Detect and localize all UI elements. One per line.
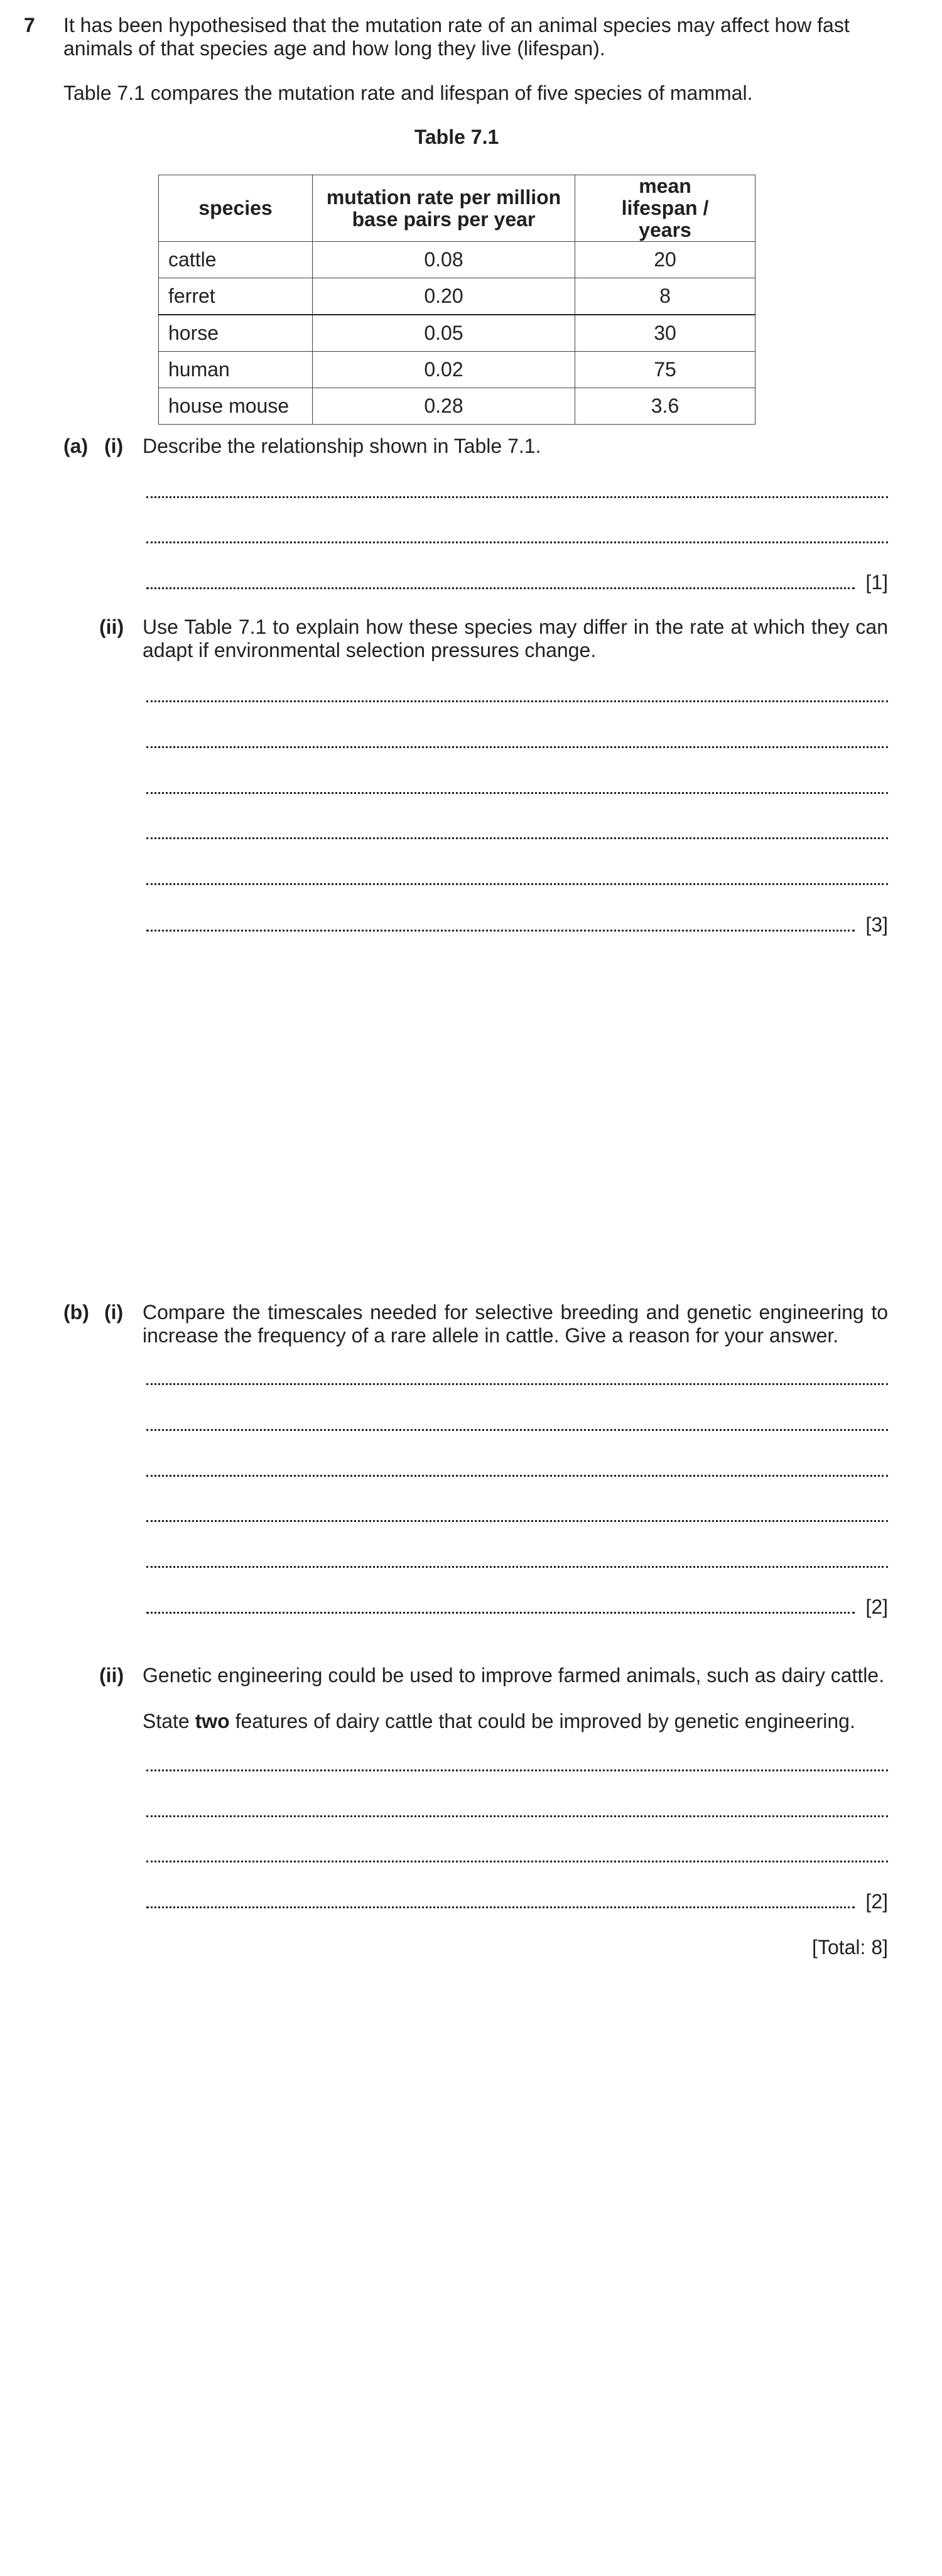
question-number: 7	[24, 14, 35, 36]
part-b-ii-instruction	[143, 1710, 888, 1733]
lifespan-cell: 3.6	[575, 388, 755, 425]
part-a-ii-text: Use Table 7.1 to explain how these species may differ in the rate at which they can adapt if environmental selection pressures change.	[143, 616, 888, 661]
mutation-rate-cell: 0.08	[313, 242, 575, 278]
answer-line[interactable]	[146, 746, 888, 748]
lifespan-cell: 75	[575, 352, 755, 388]
table-intro: Table 7.1 compares the mutation rate and lifespan of five species of mammal.	[63, 82, 753, 104]
mutation-rate-cell: 0.02	[313, 352, 575, 388]
answer-line[interactable]	[146, 1429, 888, 1431]
header-mutation-rate: mutation rate per million base pairs per year	[313, 175, 575, 242]
total-marks: [Total: 8]	[812, 1936, 888, 1959]
lifespan-cell: 30	[575, 315, 755, 352]
answer-line[interactable]	[146, 496, 888, 498]
table-title: Table 7.1	[414, 126, 499, 148]
answer-line[interactable]	[146, 1769, 888, 1771]
marks-label: [2]	[865, 1890, 888, 1913]
instruction-text: State	[143, 1710, 195, 1732]
answer-line[interactable]	[146, 1383, 888, 1385]
part-b-ii-label: (ii)	[99, 1664, 124, 1687]
answer-line[interactable]	[146, 1815, 888, 1817]
species-cell: cattle	[159, 242, 313, 278]
part-a-i-text: Describe the relationship shown in Table 7.1.	[143, 435, 541, 457]
answer-line[interactable]	[146, 1520, 888, 1522]
part-a-i-label: (i)	[104, 435, 124, 457]
part-b-i-label: (i)	[104, 1301, 124, 1323]
data-table	[158, 175, 755, 425]
instruction-text: features of dairy cattle that could be improved by genetic engineering.	[229, 1710, 855, 1732]
header-species: species	[159, 175, 313, 242]
answer-line[interactable]	[146, 1861, 888, 1862]
mutation-rate-cell: 0.20	[313, 278, 575, 315]
answer-line[interactable]	[146, 1475, 888, 1477]
marks-label: [1]	[865, 571, 888, 594]
marks-label: [2]	[865, 1595, 888, 1618]
question-intro: It has been hypothesised that the mutation rate of an animal species may affect how fast animals of that species age and how long they live (lifespan).	[63, 14, 850, 60]
answer-line[interactable]	[146, 930, 855, 932]
part-a-label: (a)	[63, 435, 89, 457]
answer-line[interactable]	[146, 792, 888, 794]
lifespan-cell: 20	[575, 242, 755, 278]
table-row	[159, 315, 755, 352]
lifespan-cell: 8	[575, 278, 755, 315]
table-row	[159, 388, 755, 425]
species-cell: ferret	[159, 278, 313, 315]
answer-line[interactable]	[146, 1612, 855, 1614]
header-lifespan: mean lifespan / years	[575, 175, 755, 242]
part-b-label: (b)	[63, 1301, 89, 1323]
species-cell: horse	[159, 315, 313, 352]
table-row	[159, 352, 755, 388]
species-cell: house mouse	[159, 388, 313, 425]
table-header-row	[159, 175, 755, 242]
part-b-ii-text: Genetic engineering could be used to improve farmed animals, such as dairy cattle.	[143, 1664, 885, 1687]
table-row	[159, 278, 755, 315]
answer-line[interactable]	[146, 1566, 888, 1568]
marks-label: [3]	[865, 913, 888, 936]
answer-line[interactable]	[146, 883, 888, 885]
mutation-rate-cell: 0.05	[313, 315, 575, 352]
part-b-i-text: Compare the timescales needed for selective breeding and genetic engineering to increase the frequency of a rare allele in cattle. Give a reason for your answer.	[143, 1301, 888, 1347]
answer-line[interactable]	[146, 587, 855, 589]
answer-line[interactable]	[146, 700, 888, 702]
instruction-emphasis: two	[195, 1710, 230, 1732]
mutation-rate-cell: 0.28	[313, 388, 575, 425]
answer-line[interactable]	[146, 541, 888, 543]
answer-line[interactable]	[146, 837, 888, 839]
table-row	[159, 242, 755, 278]
species-cell: human	[159, 352, 313, 388]
answer-line[interactable]	[146, 1906, 855, 1908]
part-a-ii-label: (ii)	[99, 616, 124, 638]
